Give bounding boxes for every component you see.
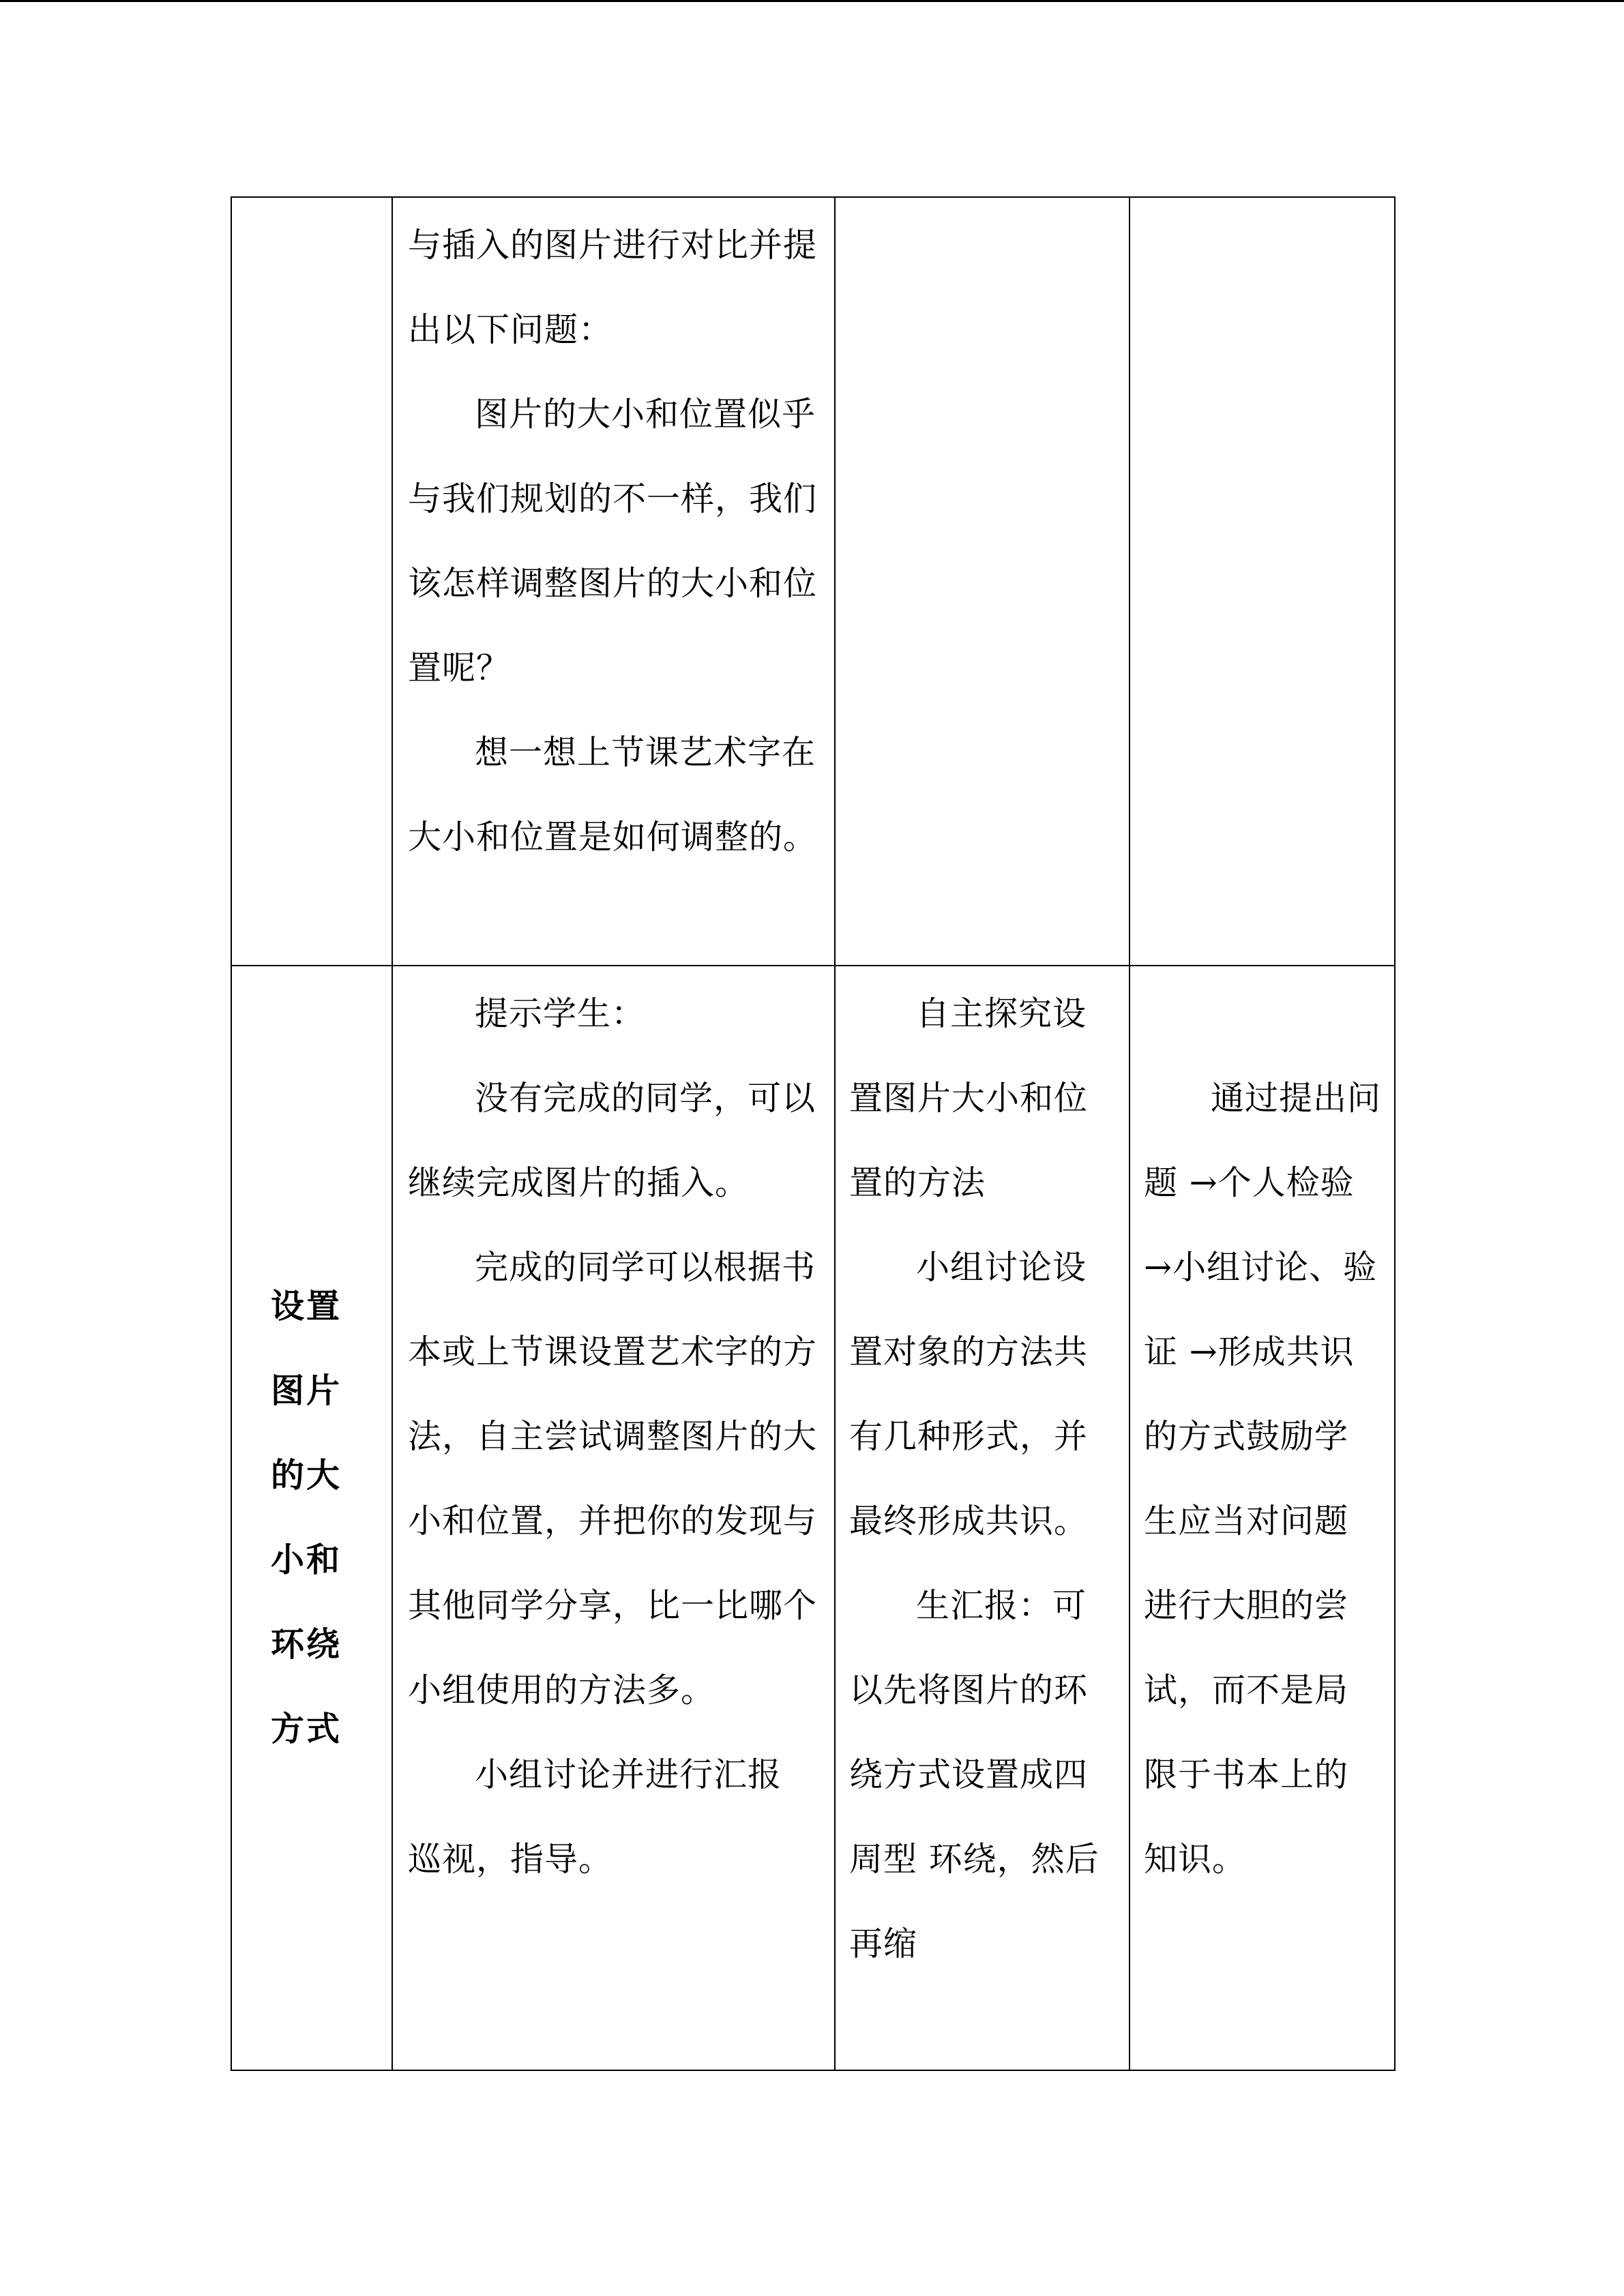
- page-top-rule: [0, 0, 1624, 2]
- teacher-paragraph: 图片的大小和位置似乎与我们规划的不一样，我们该怎样调整图片的大小和位置呢？: [408, 395, 818, 687]
- teacher-activity-cell: [392, 966, 835, 2070]
- teacher-paragraph: 想一想上节课艺术字在大小和位置是如何调整的。: [408, 733, 818, 856]
- teacher-paragraph: 提示学生：: [475, 994, 646, 1033]
- topic-text: [232, 198, 392, 203]
- intent-paragraph: 通过提出问题 →个人检验→小组讨论、验证 →形成共识的方式鼓励学生应当对问题进行大胆的尝试，而不是局限于书本上的知识。: [1144, 1079, 1382, 1879]
- student-activity-cell: [835, 966, 1130, 2070]
- lesson-plan-table: [231, 196, 1396, 2071]
- teacher-paragraph: 小组讨论并进行汇报 巡视，指导。: [408, 1755, 793, 1879]
- design-intent-cell: [1130, 197, 1395, 966]
- intent-text: [1130, 198, 1394, 203]
- teacher-paragraph: 与插入的图片进行对比并提出以下问题：: [408, 226, 818, 349]
- student-activity-cell: [835, 197, 1130, 966]
- student-paragraph: 生汇报：可以先将图片的环绕方式设置成四周型 环绕，然后再缩: [849, 1586, 1099, 1963]
- topic-cell: [231, 197, 392, 966]
- student-paragraph: 小组讨论设置对象的方法共有几种形式，并最终形成共识。: [849, 1248, 1089, 1540]
- topic-heading: 设置图片的大小和环绕方式: [271, 1287, 342, 1748]
- teacher-paragraph: 没有完成的同学，可以继续完成图片的插入。: [408, 1079, 816, 1202]
- table-row: [231, 966, 1395, 2070]
- student-text: [836, 198, 1129, 203]
- teacher-paragraph: 完成的同学可以根据书本或上节课设置艺术字的方法，自主尝试调整图片的大小和位置，并把你的发现与其他同学分享，比一比哪个小组使用的方法多。: [408, 1248, 818, 1710]
- student-paragraph: 自主探究设置图片大小和位置的方法: [849, 994, 1089, 1202]
- topic-cell: [231, 966, 392, 2070]
- teacher-activity-cell: [392, 197, 835, 966]
- table-row: [231, 197, 1395, 966]
- design-intent-cell: [1130, 966, 1395, 2070]
